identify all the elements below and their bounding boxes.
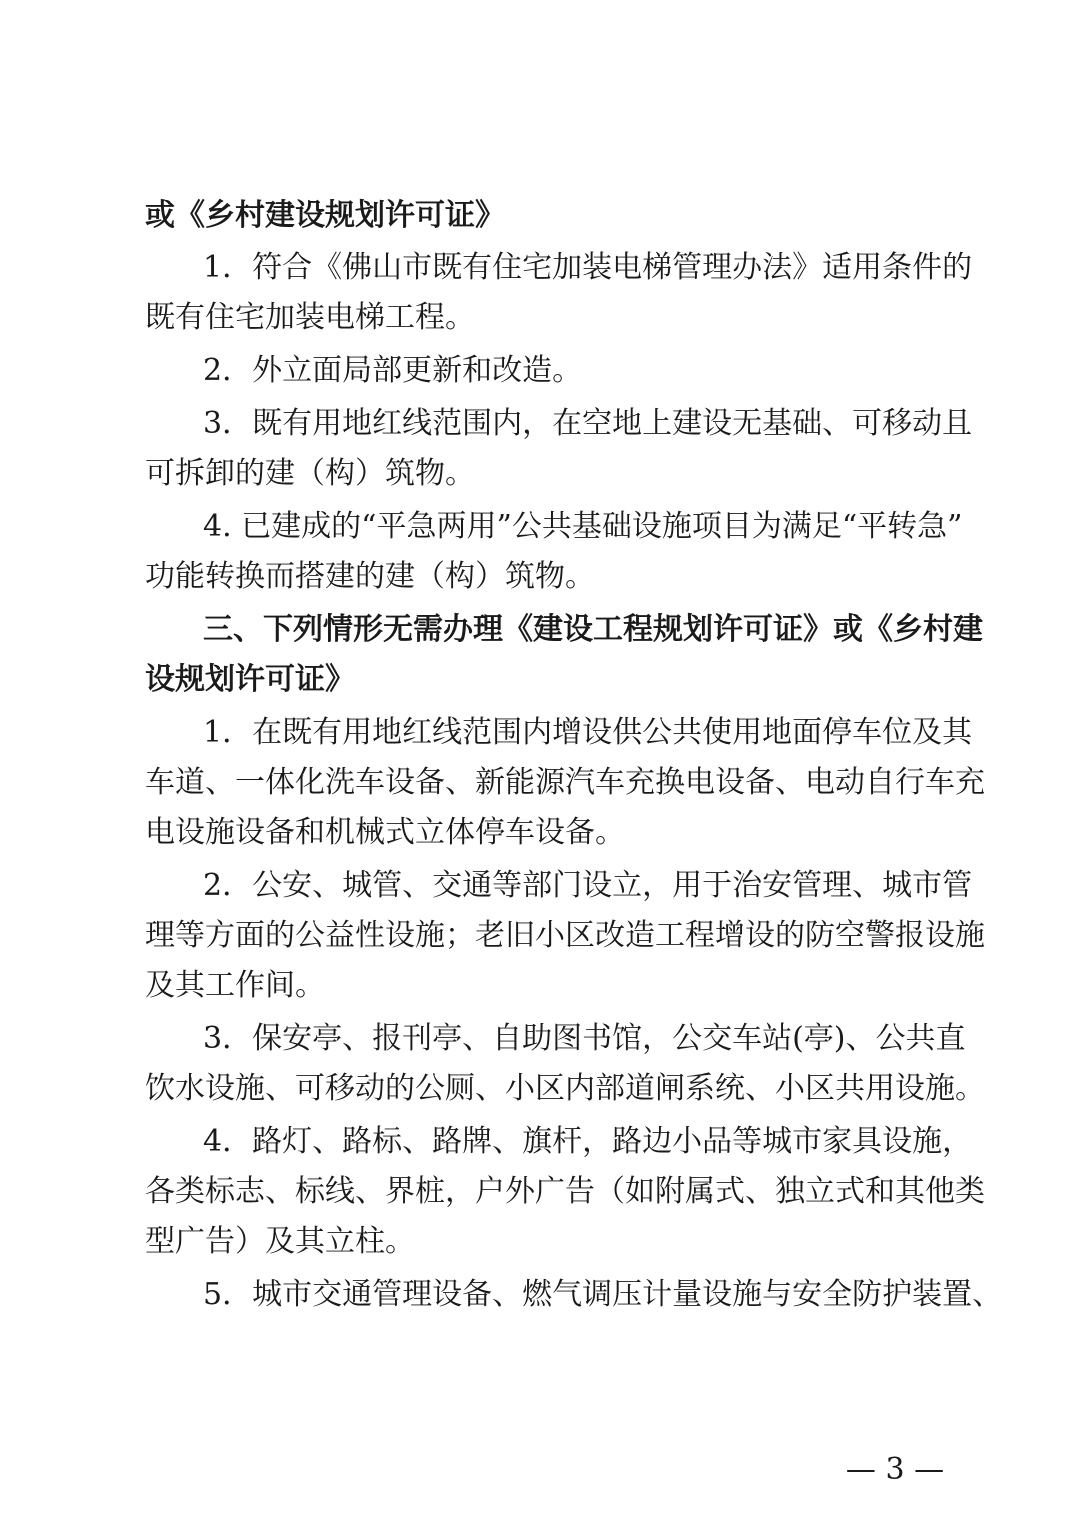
item-3-line-2: 可拆卸的建（构）筑物。: [145, 456, 475, 491]
heading-continuation: 或《乡村建设规划许可证》: [145, 198, 505, 233]
s3-item-4-line-2: 各类标志、标线、界桩，户外广告（如附属式、独立式和其他类: [145, 1174, 985, 1209]
item-4-line-2: 功能转换而搭建的建（构）筑物。: [145, 559, 595, 594]
page-number: — 3 —: [845, 1452, 945, 1487]
s3-item-1-line-3: 电设施设备和机械式立体停车设备。: [145, 815, 625, 850]
s3-item-2-line-2: 理等方面的公益性设施；老旧小区改造工程增设的防空警报设施: [145, 918, 985, 953]
s3-item-2-line-3: 及其工作间。: [145, 968, 325, 1003]
item-3-line-1: 3．既有用地红线范围内，在空地上建设无基础、可移动且: [203, 406, 973, 441]
item-1-line-2: 既有住宅加装电梯工程。: [145, 300, 475, 335]
s3-item-3-line-1: 3．保安亭、报刊亭、自助图书馆，公交车站(亭)、公共直: [203, 1021, 966, 1056]
s3-item-1-line-2: 车道、一体化洗车设备、新能源汽车充换电设备、电动自行车充: [145, 765, 985, 800]
s3-item-2-line-1: 2．公安、城管、交通等部门设立，用于治安管理、城市管: [203, 868, 973, 903]
s3-item-3-line-2: 饮水设施、可移动的公厕、小区内部道闸系统、小区共用设施。: [145, 1071, 985, 1106]
section-three-heading-line-1: 三、下列情形无需办理《建设工程规划许可证》或《乡村建: [203, 612, 983, 647]
section-three-heading-line-2: 设规划许可证》: [145, 662, 355, 697]
item-1-line-1: 1．符合《佛山市既有住宅加装电梯管理办法》适用条件的: [203, 250, 973, 285]
s3-item-4-line-1: 4．路灯、路标、路牌、旗杆，路边小品等城市家具设施，: [203, 1124, 973, 1159]
item-4-line-1: 4. 已建成的“平急两用”公共基础设施项目为满足“平转急”: [203, 509, 963, 544]
s3-item-5-line-1: 5．城市交通管理设备、燃气调压计量设施与安全防护装置、: [203, 1277, 1003, 1312]
s3-item-1-line-1: 1．在既有用地红线范围内增设供公共使用地面停车位及其: [203, 715, 973, 750]
item-2-line-1: 2．外立面局部更新和改造。: [203, 353, 583, 388]
s3-item-4-line-3: 型广告）及其立柱。: [145, 1224, 415, 1259]
